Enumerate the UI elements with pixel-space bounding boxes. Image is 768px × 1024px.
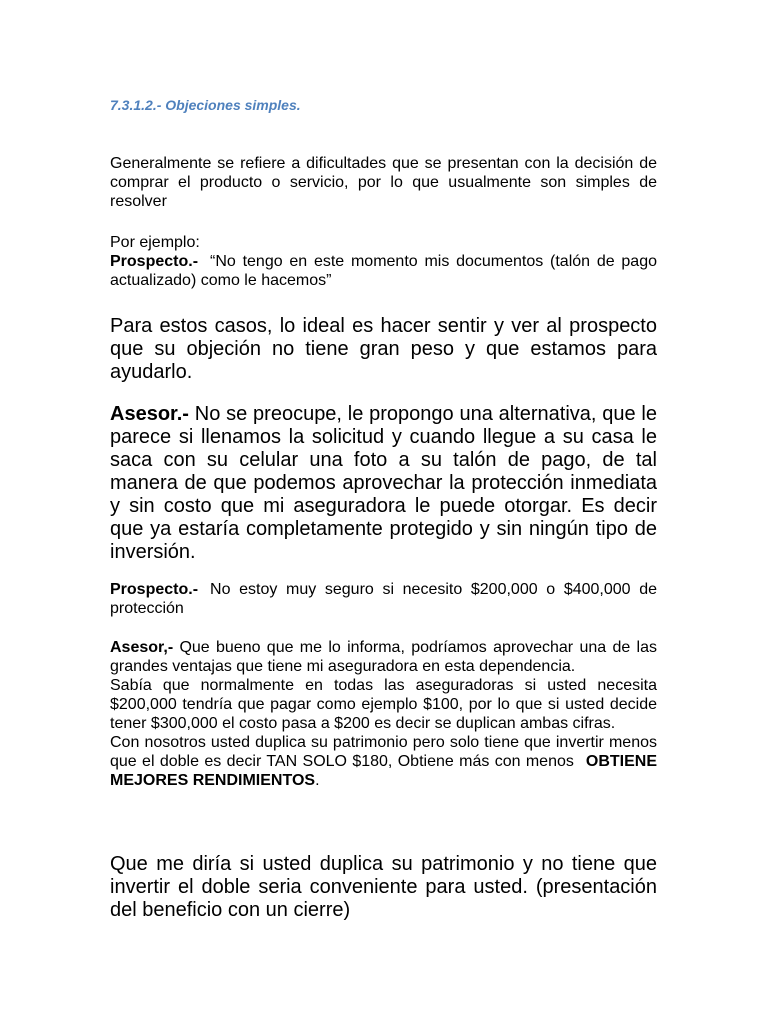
dialog-text: No se preocupe, le propongo una alternativa, que le parece si llenamos la solicitud y cuando llegue a su casa le saca con su celular una foto a su talón de pago, de tal manera de que podemos aprovechar la protección inmediata y sin costo que mi aseguradora le puede otorgar. Es decir que ya estaría completamente protegido y sin ningún tipo de inversión. xyxy=(110,403,658,563)
speaker-label: Prospecto.- xyxy=(110,253,199,270)
speaker-label: Asesor,- xyxy=(110,639,174,656)
section-heading: 7.3.1.2.- Objeciones simples. xyxy=(110,97,301,113)
advisor-dialog-1 xyxy=(110,403,657,564)
dialog-text: “No tengo en este momento mis documentos (talón de pago actualizado) como le hacemos” xyxy=(110,253,657,289)
intro-paragraph xyxy=(110,154,657,211)
advisor-offer xyxy=(110,733,657,790)
offer-end: . xyxy=(315,772,320,789)
speaker-label: Asesor.- xyxy=(110,403,189,425)
offer-emphasis: OBTIENE MEJORES RENDIMIENTOS xyxy=(110,753,657,789)
intro-text: Generalmente se refiere a dificultades que se presentan con la decisión de comprar el producto o servicio, por lo que usualmente son simples de resolver xyxy=(110,155,657,210)
speaker-label: Prospecto.- xyxy=(110,581,199,598)
advisor-explanation: Sabía que normalmente en todas las aseguradoras si usted necesita $200,000 tendría que pagar como ejemplo $100, por lo que si usted decide tener $300,000 el costo pasa a $200 es decir se duplican ambas cifras. xyxy=(110,677,657,732)
closing-text: Que me diría si usted duplica su patrimonio y no tiene que invertir el doble seria conveniente para usted. (presentación del beneficio con un cierre) xyxy=(110,853,657,921)
example-block xyxy=(110,233,657,290)
advice-paragraph xyxy=(110,315,657,384)
closing-paragraph xyxy=(110,853,657,922)
dialog-text: Que bueno que me lo informa, podríamos aprovechar una de las grandes ventajas que tiene mi aseguradora en esta dependencia. xyxy=(110,639,657,675)
prospect-dialog-1 xyxy=(110,252,657,290)
advisor-dialog-2 xyxy=(110,638,657,790)
example-label: Por ejemplo: xyxy=(110,234,200,251)
advice-text: Para estos casos, lo ideal es hacer sentir y ver al prospecto que su objeción no tiene gran peso y que estamos para ayudarlo. xyxy=(110,315,657,383)
offer-text: Con nosotros usted duplica su patrimonio pero solo tiene que invertir menos que el doble es decir TAN SOLO $180, Obtiene más con menos xyxy=(110,734,657,770)
dialog-text: No estoy muy seguro si necesito $200,000 o $400,000 de protección xyxy=(110,581,657,617)
prospect-dialog-2 xyxy=(110,580,657,618)
